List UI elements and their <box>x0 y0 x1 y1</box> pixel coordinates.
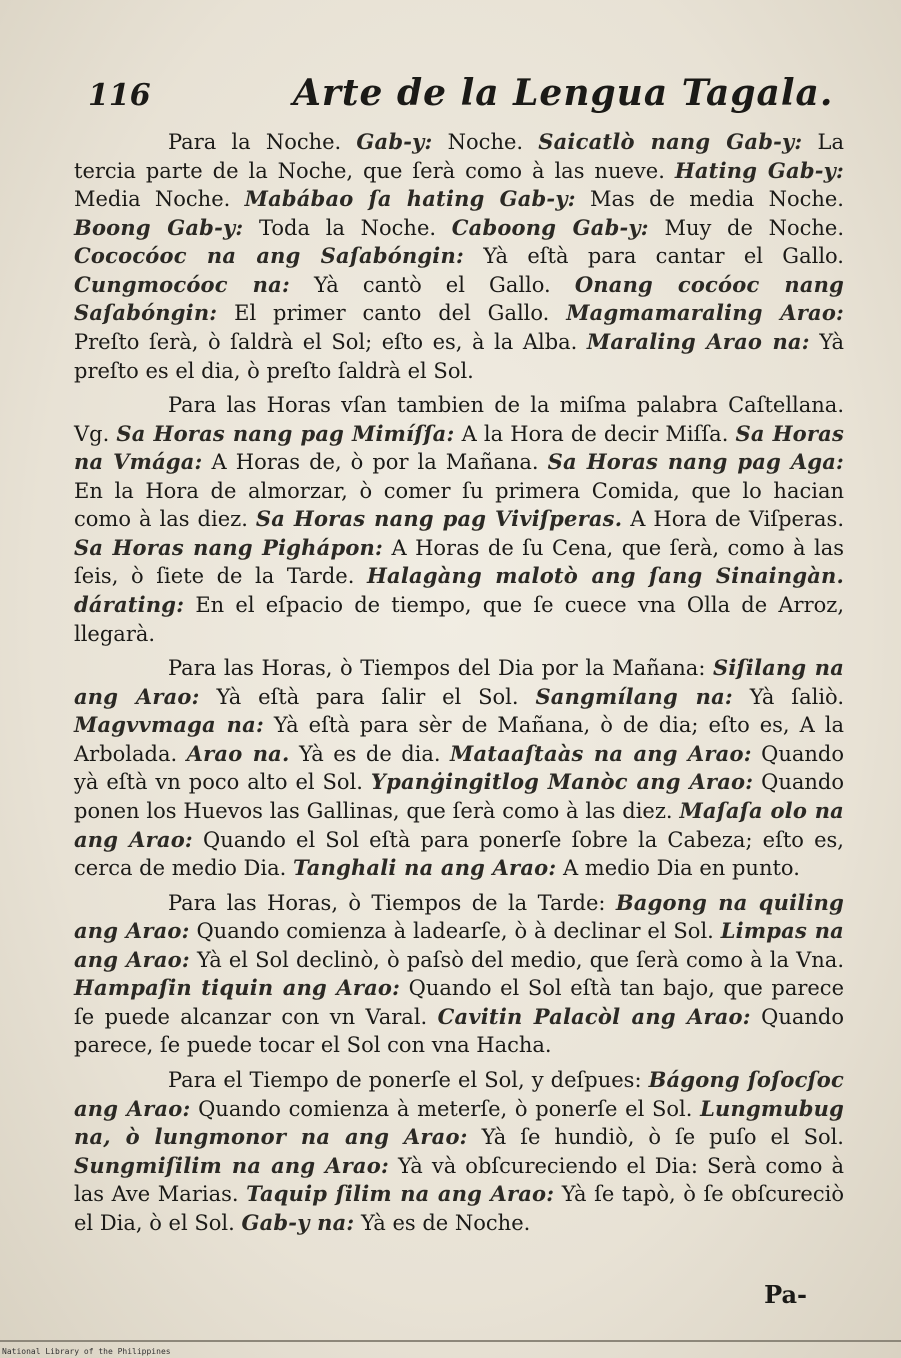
spanish-text: Yà el Sol declinò, ò paſsò del medio, que ſerà como à la Vna. <box>189 947 844 972</box>
tagalog-term: Saicatlò nang Gab-y: <box>538 129 803 154</box>
tagalog-term: Gab-y: <box>356 129 433 154</box>
spanish-text: A Horas de, ò por la Mañana. <box>202 450 548 475</box>
tagalog-term: Sangmílang na: <box>535 683 733 709</box>
tagalog-term: Sa Horas nang pag Viviſperas. <box>255 506 623 532</box>
spanish-text: El primer canto del Gallo. <box>217 301 567 326</box>
tagalog-term: Sa Horas na Vmága: <box>74 420 844 475</box>
tagalog-term: Tanghali na ang Arao: <box>292 855 557 881</box>
tagalog-term: Hating Gab-y: <box>674 157 844 183</box>
spanish-text: A Horas de ſu Cena, que ſerà, como à las ſeis, ò ſiete de la Tarde. <box>74 535 844 589</box>
spanish-text: A medio Dia en punto. <box>556 856 800 881</box>
spanish-text: En el eſpacio de tiempo, que ſe cuece vna Olla de Arroz, llegarà. <box>74 593 844 646</box>
spanish-text: Para las Horas vſan tambien de la miſma palabra Caſtellana. Vg. <box>74 393 844 446</box>
paragraph <box>74 889 844 1060</box>
spanish-text: Para las Horas, ò Tiempos de la Tarde: <box>168 890 616 915</box>
spanish-text: Quando parece, ſe puede tocar el Sol con vna Hacha. <box>74 1004 844 1058</box>
spanish-text: Yà eſtà para ſalir el Sol. <box>199 684 536 709</box>
spanish-text: A Hora de Viſperas. <box>622 507 844 532</box>
catchword: Pa- <box>764 1280 807 1309</box>
tagalog-term: Mabábao ſa hating Gab-y: <box>244 186 576 212</box>
spanish-text: Yà preſto es el dia, ò preſto ſaldrà el Sol. <box>74 329 844 383</box>
paragraph <box>74 1066 844 1237</box>
spanish-text: Quando comienza à ladearſe, ò à declinar el Sol. <box>189 919 721 944</box>
paragraph <box>74 654 844 883</box>
tagalog-term: Halagàng malotò ang ſang Sinaingàn. dárating: <box>74 563 844 617</box>
spanish-text: Yà và obſcureciendo el Dia: Serà como à las Ave Marias. <box>74 1153 845 1207</box>
bottom-rule <box>0 1340 901 1342</box>
spanish-text: Para las Horas, ò Tiempos del Dia por la Mañana: <box>168 656 713 681</box>
tagalog-term: Cococóoc na ang Saſabóngin: <box>74 243 464 269</box>
tagalog-term: Maſaſa olo na ang Arao: <box>74 797 844 852</box>
tagalog-term: Magvvmaga na: <box>74 712 264 738</box>
tagalog-term: Siſilang na ang Arao: <box>74 655 844 709</box>
spanish-text: La tercia parte de la Noche, que ſerà como à las nueve. <box>74 130 844 183</box>
tagalog-term: Bágong ſoſocſoc ang Arao: <box>74 1067 844 1121</box>
spanish-text: Quando ponen los Huevos las Gallinas, que ſerà como à las diez. <box>74 770 844 823</box>
tagalog-term: Taquip ſilim na ang Arao: <box>246 1181 555 1207</box>
spanish-text: Mas de media Noche. <box>575 187 844 212</box>
spanish-text: Preſto ſerà, ò ſaldrà el Sol; eſto es, à la Alba. <box>74 329 587 354</box>
tagalog-term: Arao na. <box>186 740 290 766</box>
tagalog-term: Mataaſtaàs na ang Arao: <box>450 740 752 766</box>
spanish-text: En la Hora de almorzar, ò comer ſu primera Comida, que lo hacian como à las diez. <box>74 478 844 532</box>
spanish-text: Media Noche. <box>74 187 245 212</box>
tagalog-term: Sa Horas nang Pighápon: <box>74 534 383 560</box>
tagalog-term: Cavitin Palacòl ang Arao: <box>437 1003 751 1029</box>
tagalog-term: Boong Gab-y: <box>74 214 244 240</box>
spanish-text: Yà ſaliò. <box>732 684 844 709</box>
spanish-text: Noche. <box>432 130 539 154</box>
spanish-text: Quando el Sol eſtà tan bajo, que parece ſe puede alcanzar con vn Varal. <box>74 976 844 1029</box>
spanish-text: A la Hora de decir Miſſa. <box>454 421 736 446</box>
spanish-text: Muy de Noche. <box>648 215 844 240</box>
body-text <box>74 128 844 1237</box>
tagalog-term: Maraling Arao na: <box>586 328 810 354</box>
spanish-text: Quando comienza à meterſe, ò ponerſe el Sol. <box>190 1096 701 1121</box>
spanish-text: Para el Tiempo de ponerſe el Sol, y deſpues: <box>168 1068 649 1092</box>
spanish-text: Para la Noche. <box>168 130 357 154</box>
tagalog-term: Gab-y na: <box>241 1209 355 1235</box>
tagalog-term: Ypanġingitlog Manòc ang Arao: <box>370 769 754 795</box>
tagalog-term: Sungmiſilim na ang Arao: <box>74 1152 389 1178</box>
spanish-text: Yà ſe tapò, ò ſe obſcureciò el Dia, ò el Sol. <box>74 1182 844 1235</box>
page-number: 116 <box>88 78 151 113</box>
scan-credit: National Library of the Philippines <box>2 1347 171 1356</box>
spanish-text: Yà eſtà para cantar el Gallo. <box>463 244 844 269</box>
paragraph <box>74 391 844 648</box>
spanish-text: Yà es de Noche. <box>354 1210 531 1235</box>
running-title: Arte de la Lengua Tagala. <box>293 72 834 114</box>
tagalog-term: Cungmocóoc na: <box>74 271 290 297</box>
tagalog-term: Bagong na quiling ang Arao: <box>74 889 844 944</box>
tagalog-term: Caboong Gab-y: <box>451 214 649 240</box>
tagalog-term: Onang cocóoc nang Saſabóngin: <box>74 271 844 326</box>
spanish-text: Yà eſtà para sèr de Mañana, ò de dia; eſto es, A la Arbolada. <box>74 713 844 766</box>
tagalog-term: Limpas na ang Arao: <box>74 918 844 972</box>
paragraph <box>74 128 844 385</box>
page-header <box>88 72 841 122</box>
tagalog-term: Hampaſin tiquin ang Arao: <box>74 975 401 1001</box>
tagalog-term: Sa Horas nang pag Aga: <box>547 449 844 475</box>
spanish-text: Quando yà eſtà vn poco alto el Sol. <box>74 741 844 795</box>
spanish-text: Yà cantò el Gallo. <box>289 272 575 297</box>
tagalog-term: Lungmubug na, ò lungmonor na ang Arao: <box>74 1095 844 1150</box>
spanish-text: Yà es de dia. <box>289 741 451 766</box>
tagalog-term: Sa Horas nang pag Mimíſſa: <box>116 420 455 446</box>
spanish-text: Toda la Noche. <box>243 215 452 240</box>
tagalog-term: Magmamaraling Arao: <box>566 300 845 326</box>
spanish-text: Yà ſe hundiò, ò ſe puſo el Sol. <box>467 1125 844 1150</box>
spanish-text: Quando el Sol eſtà para ponerſe ſobre la Cabeza; eſto es, cerca de medio Dia. <box>74 827 844 881</box>
